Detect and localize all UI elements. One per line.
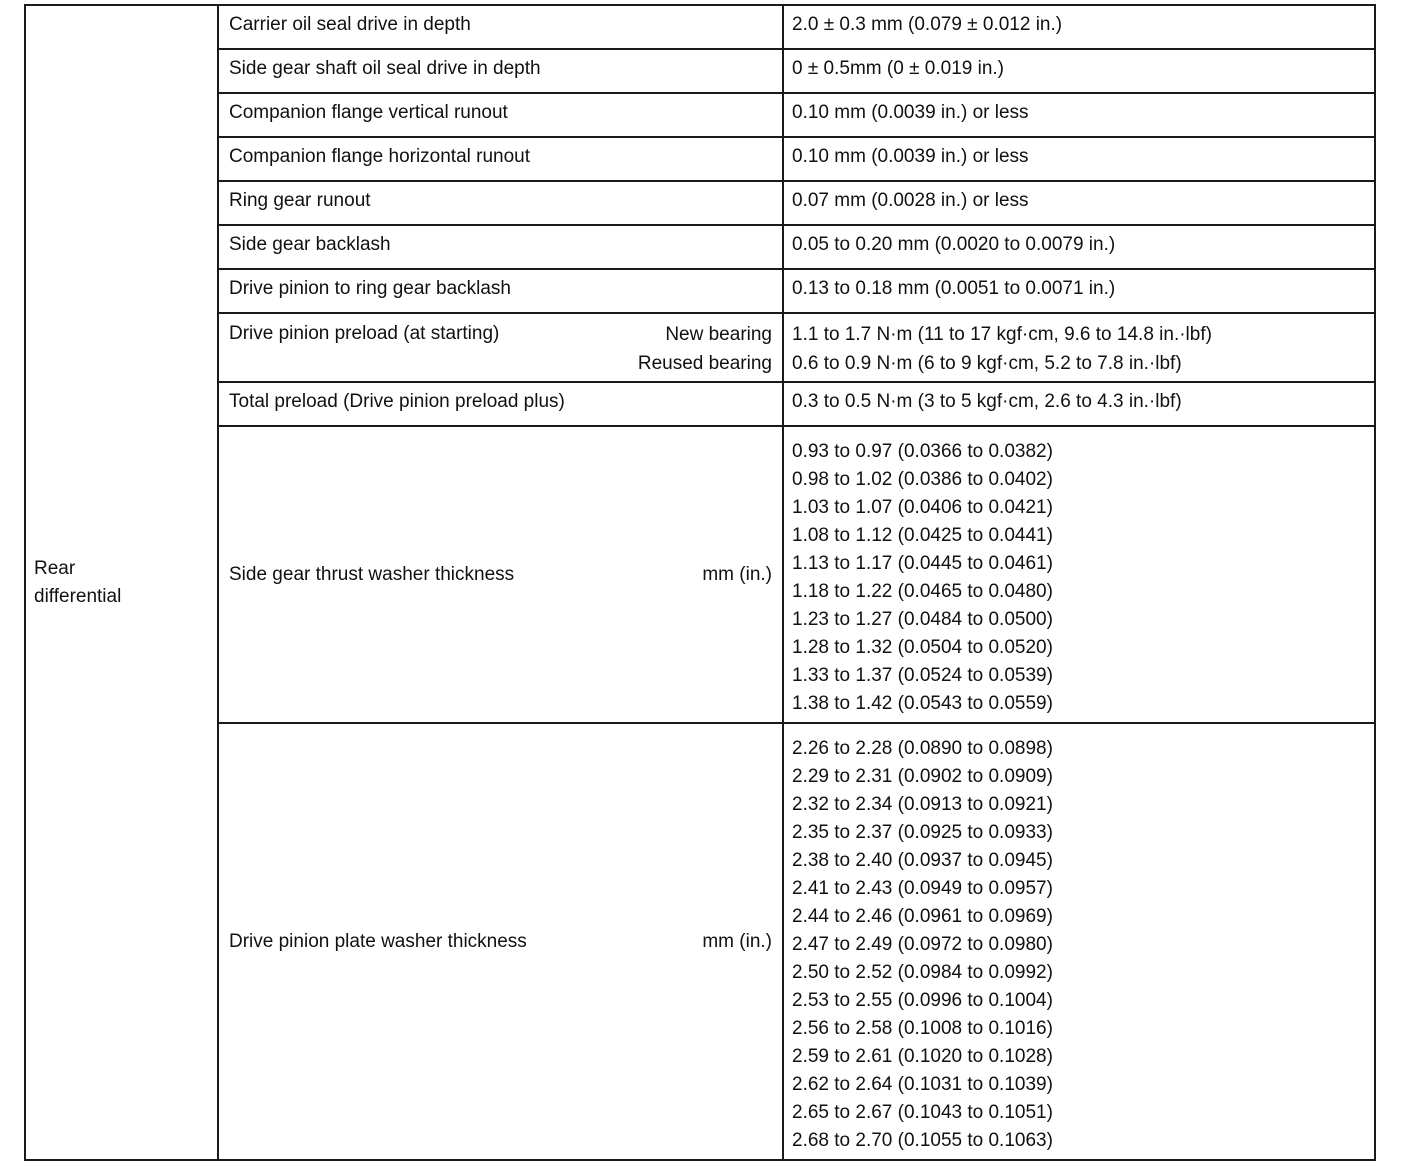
item-value: 2.0 ± 0.3 mm (0.079 ± 0.012 in.) <box>792 14 1063 35</box>
list-item: 1.03 to 1.07 (0.0406 to 0.0421) <box>792 497 1053 518</box>
value-cell <box>783 382 1375 426</box>
item-value: 0 ± 0.5mm (0 ± 0.019 in.) <box>792 58 1004 79</box>
plate-washer-item-cell <box>218 723 783 1160</box>
group-label: Rear differential <box>34 557 122 607</box>
item-cell <box>218 225 783 269</box>
preload-label: Drive pinion preload (at starting) <box>229 323 500 344</box>
reused-bearing-label: Reused bearing <box>637 353 772 374</box>
list-item: 1.18 to 1.22 (0.0465 to 0.0480) <box>792 581 1053 602</box>
reused-bearing-value: 0.6 to 0.9 N·m (6 to 9 kgf·cm, 5.2 to 7.8 in.·lbf) <box>792 353 1182 374</box>
list-item: 2.50 to 2.52 (0.0984 to 0.0992) <box>792 962 1053 983</box>
list-item: 2.65 to 2.67 (0.1043 to 0.1051) <box>792 1102 1053 1123</box>
plate-washer-unit: mm (in.) <box>702 930 772 952</box>
item-cell <box>218 49 783 93</box>
list-item: 2.59 to 2.61 (0.1020 to 0.1028) <box>792 1046 1053 1067</box>
thrust-washer-label: Side gear thrust washer thickness <box>229 563 515 585</box>
table-row <box>25 181 1375 225</box>
item-label: Side gear backlash <box>229 234 391 255</box>
list-item: 2.56 to 2.58 (0.1008 to 0.1016) <box>792 1018 1053 1039</box>
list-item: 1.33 to 1.37 (0.0524 to 0.0539) <box>792 665 1053 686</box>
item-label: Ring gear runout <box>229 190 371 211</box>
preload-item-cell <box>218 313 783 382</box>
spec-table <box>24 4 1376 1161</box>
table-row <box>25 49 1375 93</box>
item-cell <box>218 93 783 137</box>
list-item: 0.98 to 1.02 (0.0386 to 0.0402) <box>792 469 1053 490</box>
list-item: 2.38 to 2.40 (0.0937 to 0.0945) <box>792 850 1053 871</box>
list-item: 1.08 to 1.12 (0.0425 to 0.0441) <box>792 525 1053 546</box>
value-cell <box>783 49 1375 93</box>
table-row <box>25 5 1375 49</box>
list-item: 2.53 to 2.55 (0.0996 to 0.1004) <box>792 990 1053 1011</box>
total-preload-value: 0.3 to 0.5 N·m (3 to 5 kgf·cm, 2.6 to 4.3 in.·lbf) <box>792 391 1182 412</box>
item-label: Drive pinion to ring gear backlash <box>229 278 511 299</box>
list-item: 2.29 to 2.31 (0.0902 to 0.0909) <box>792 766 1053 787</box>
new-bearing-label: New bearing <box>665 324 772 345</box>
value-cell <box>783 225 1375 269</box>
thrust-washer-item-cell <box>218 426 783 723</box>
list-item: 2.41 to 2.43 (0.0949 to 0.0957) <box>792 878 1053 899</box>
list-item: 1.23 to 1.27 (0.0484 to 0.0500) <box>792 609 1053 630</box>
thrust-washer-values <box>792 434 1366 722</box>
list-item: 1.38 to 1.42 (0.0543 to 0.0559) <box>792 693 1053 714</box>
table-row <box>25 269 1375 313</box>
item-cell <box>218 382 783 426</box>
item-label: Carrier oil seal drive in depth <box>229 14 471 35</box>
list-item: 2.47 to 2.49 (0.0972 to 0.0980) <box>792 934 1053 955</box>
value-cell <box>783 5 1375 49</box>
table-row <box>25 225 1375 269</box>
item-cell <box>218 269 783 313</box>
group-label-cell <box>25 5 218 1160</box>
list-item: 2.32 to 2.34 (0.0913 to 0.0921) <box>792 794 1053 815</box>
thrust-washer-row <box>25 426 1375 723</box>
item-cell <box>218 5 783 49</box>
value-cell <box>783 93 1375 137</box>
item-value: 0.10 mm (0.0039 in.) or less <box>792 102 1029 123</box>
value-cell <box>783 269 1375 313</box>
item-value: 0.05 to 0.20 mm (0.0020 to 0.0079 in.) <box>792 234 1116 255</box>
plate-washer-label: Drive pinion plate washer thickness <box>229 930 527 952</box>
item-label: Companion flange horizontal runout <box>229 146 531 167</box>
plate-washer-values <box>792 731 1366 1159</box>
thrust-washer-unit: mm (in.) <box>702 563 772 585</box>
list-item: 1.13 to 1.17 (0.0445 to 0.0461) <box>792 553 1053 574</box>
list-item: 0.93 to 0.97 (0.0366 to 0.0382) <box>792 441 1053 462</box>
item-value: 0.07 mm (0.0028 in.) or less <box>792 190 1029 211</box>
value-cell <box>783 181 1375 225</box>
list-item: 1.28 to 1.32 (0.0504 to 0.0520) <box>792 637 1053 658</box>
list-item: 2.26 to 2.28 (0.0890 to 0.0898) <box>792 738 1053 759</box>
item-cell <box>218 137 783 181</box>
value-cell <box>783 137 1375 181</box>
plate-washer-row <box>25 723 1375 1160</box>
total-preload-label: Total preload (Drive pinion preload plus) <box>229 391 565 412</box>
item-cell <box>218 181 783 225</box>
item-value: 0.13 to 0.18 mm (0.0051 to 0.0071 in.) <box>792 278 1116 299</box>
list-item: 2.62 to 2.64 (0.1031 to 0.1039) <box>792 1074 1053 1095</box>
table-row <box>25 93 1375 137</box>
list-item: 2.44 to 2.46 (0.0961 to 0.0969) <box>792 906 1053 927</box>
item-label: Companion flange vertical runout <box>229 102 508 123</box>
table-row <box>25 137 1375 181</box>
thrust-washer-values-cell <box>783 426 1375 723</box>
preload-value-cell <box>783 313 1375 382</box>
table-row <box>25 382 1375 426</box>
plate-washer-values-cell <box>783 723 1375 1160</box>
item-label: Side gear shaft oil seal drive in depth <box>229 58 541 79</box>
item-value: 0.10 mm (0.0039 in.) or less <box>792 146 1029 167</box>
preload-row <box>25 313 1375 382</box>
new-bearing-value: 1.1 to 1.7 N·m (11 to 17 kgf·cm, 9.6 to 14.8 in.·lbf) <box>792 324 1212 345</box>
list-item: 2.35 to 2.37 (0.0925 to 0.0933) <box>792 822 1053 843</box>
list-item: 2.68 to 2.70 (0.1055 to 0.1063) <box>792 1130 1053 1151</box>
